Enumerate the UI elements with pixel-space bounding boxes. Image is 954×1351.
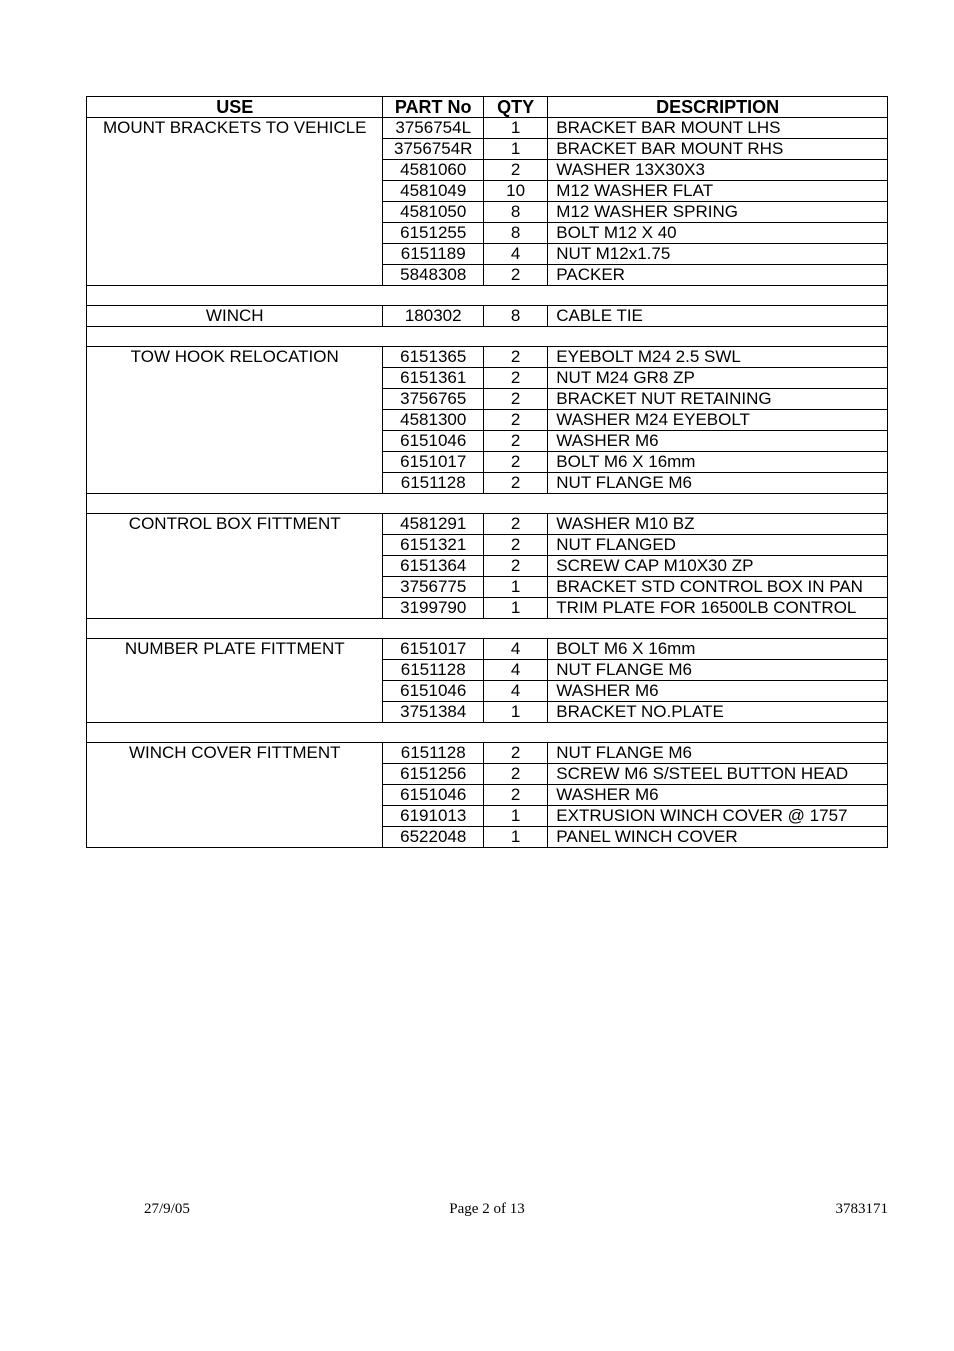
part-number-cell: 6151046 — [383, 681, 484, 702]
use-cell: TOW HOOK RELOCATION — [87, 347, 383, 368]
table-row — [87, 743, 888, 764]
table-row — [87, 577, 888, 598]
qty-cell: 4 — [483, 244, 547, 265]
spacer-row — [87, 619, 888, 639]
part-number-cell: 6151364 — [383, 556, 484, 577]
use-cell-empty — [87, 202, 383, 223]
header-description: DESCRIPTION — [548, 97, 888, 118]
description-cell: NUT M12x1.75 — [548, 244, 888, 265]
qty-cell: 1 — [483, 139, 547, 160]
description-cell: WASHER M6 — [548, 785, 888, 806]
part-number-cell: 6151128 — [383, 660, 484, 681]
qty-cell: 1 — [483, 577, 547, 598]
table-row — [87, 118, 888, 139]
description-cell: SCREW M6 S/STEEL BUTTON HEAD — [548, 764, 888, 785]
header-part-no: PART No — [383, 97, 484, 118]
spacer-cell — [87, 327, 888, 347]
use-cell-empty — [87, 785, 383, 806]
part-number-cell: 6151256 — [383, 764, 484, 785]
header-row — [87, 97, 888, 118]
part-number-cell: 4581300 — [383, 410, 484, 431]
table-row — [87, 806, 888, 827]
description-cell: BRACKET NO.PLATE — [548, 702, 888, 723]
description-cell: WASHER 13X30X3 — [548, 160, 888, 181]
qty-cell: 8 — [483, 223, 547, 244]
use-cell-empty — [87, 764, 383, 785]
part-number-cell: 6151046 — [383, 785, 484, 806]
use-cell: NUMBER PLATE FITTMENT — [87, 639, 383, 660]
qty-cell: 1 — [483, 702, 547, 723]
header-qty: QTY — [483, 97, 547, 118]
use-cell-empty — [87, 160, 383, 181]
qty-cell: 4 — [483, 660, 547, 681]
table-row — [87, 202, 888, 223]
footer-page-number: Page 2 of 13 — [449, 1201, 525, 1217]
table-row — [87, 431, 888, 452]
table-row — [87, 244, 888, 265]
description-cell: NUT FLANGE M6 — [548, 743, 888, 764]
table-row — [87, 702, 888, 723]
table-row — [87, 368, 888, 389]
description-cell: BRACKET NUT RETAINING — [548, 389, 888, 410]
table-row — [87, 347, 888, 368]
description-cell: NUT M24 GR8 ZP — [548, 368, 888, 389]
table-row — [87, 660, 888, 681]
part-number-cell: 5848308 — [383, 265, 484, 286]
use-cell-empty — [87, 389, 383, 410]
use-cell-empty — [87, 473, 383, 494]
part-number-cell: 6151128 — [383, 473, 484, 494]
qty-cell: 2 — [483, 535, 547, 556]
use-cell-empty — [87, 431, 383, 452]
use-cell-empty — [87, 368, 383, 389]
page-footer — [86, 1201, 888, 1221]
table-row — [87, 389, 888, 410]
description-cell: NUT FLANGE M6 — [548, 473, 888, 494]
qty-cell: 8 — [483, 306, 547, 327]
description-cell: BOLT M12 X 40 — [548, 223, 888, 244]
description-cell: M12 WASHER SPRING — [548, 202, 888, 223]
description-cell: BOLT M6 X 16mm — [548, 452, 888, 473]
part-number-cell: 3756754L — [383, 118, 484, 139]
table-row — [87, 265, 888, 286]
use-cell-empty — [87, 410, 383, 431]
use-cell-empty — [87, 181, 383, 202]
qty-cell: 2 — [483, 764, 547, 785]
part-number-cell: 4581291 — [383, 514, 484, 535]
qty-cell: 1 — [483, 598, 547, 619]
use-cell-empty — [87, 806, 383, 827]
table-row — [87, 306, 888, 327]
description-cell: NUT FLANGE M6 — [548, 660, 888, 681]
use-cell-empty — [87, 223, 383, 244]
description-cell: TRIM PLATE FOR 16500LB CONTROL — [548, 598, 888, 619]
qty-cell: 2 — [483, 743, 547, 764]
use-cell: CONTROL BOX FITTMENT — [87, 514, 383, 535]
spacer-row — [87, 723, 888, 743]
table-row — [87, 410, 888, 431]
qty-cell: 1 — [483, 118, 547, 139]
use-cell-empty — [87, 265, 383, 286]
part-number-cell: 6151255 — [383, 223, 484, 244]
use-cell: WINCH COVER FITTMENT — [87, 743, 383, 764]
part-number-cell: 4581050 — [383, 202, 484, 223]
qty-cell: 2 — [483, 452, 547, 473]
description-cell: NUT FLANGED — [548, 535, 888, 556]
qty-cell: 1 — [483, 806, 547, 827]
part-number-cell: 3756754R — [383, 139, 484, 160]
spacer-cell — [87, 619, 888, 639]
description-cell: WASHER M10 BZ — [548, 514, 888, 535]
qty-cell: 4 — [483, 639, 547, 660]
parts-body — [87, 118, 888, 848]
description-cell: CABLE TIE — [548, 306, 888, 327]
part-number-cell: 6151017 — [383, 452, 484, 473]
part-number-cell: 6151017 — [383, 639, 484, 660]
table-row — [87, 160, 888, 181]
spacer-cell — [87, 723, 888, 743]
description-cell: EXTRUSION WINCH COVER @ 1757 — [548, 806, 888, 827]
use-cell-empty — [87, 556, 383, 577]
use-cell-empty — [87, 660, 383, 681]
qty-cell: 4 — [483, 681, 547, 702]
part-number-cell: 180302 — [383, 306, 484, 327]
use-cell: MOUNT BRACKETS TO VEHICLE — [87, 118, 383, 139]
use-cell-empty — [87, 702, 383, 723]
qty-cell: 2 — [483, 785, 547, 806]
part-number-cell: 6522048 — [383, 827, 484, 848]
part-number-cell: 3756775 — [383, 577, 484, 598]
part-number-cell: 6151365 — [383, 347, 484, 368]
qty-cell: 2 — [483, 514, 547, 535]
use-cell-empty — [87, 139, 383, 160]
part-number-cell: 4581049 — [383, 181, 484, 202]
part-number-cell: 6151321 — [383, 535, 484, 556]
description-cell: BRACKET BAR MOUNT RHS — [548, 139, 888, 160]
part-number-cell: 6151128 — [383, 743, 484, 764]
qty-cell: 2 — [483, 347, 547, 368]
table-row — [87, 639, 888, 660]
table-row — [87, 827, 888, 848]
description-cell: WASHER M6 — [548, 431, 888, 452]
spacer-cell — [87, 494, 888, 514]
part-number-cell: 3756765 — [383, 389, 484, 410]
description-cell: M12 WASHER FLAT — [548, 181, 888, 202]
use-cell-empty — [87, 535, 383, 556]
table-row — [87, 139, 888, 160]
footer-document-number: 3783171 — [835, 1201, 888, 1217]
spacer-row — [87, 327, 888, 347]
use-cell-empty — [87, 577, 383, 598]
part-number-cell: 4581060 — [383, 160, 484, 181]
spacer-row — [87, 286, 888, 306]
table-row — [87, 473, 888, 494]
part-number-cell: 3199790 — [383, 598, 484, 619]
description-cell: BRACKET BAR MOUNT LHS — [548, 118, 888, 139]
table-row — [87, 764, 888, 785]
part-number-cell: 6151361 — [383, 368, 484, 389]
description-cell: EYEBOLT M24 2.5 SWL — [548, 347, 888, 368]
use-cell-empty — [87, 827, 383, 848]
use-cell: WINCH — [87, 306, 383, 327]
qty-cell: 1 — [483, 827, 547, 848]
qty-cell: 2 — [483, 389, 547, 410]
qty-cell: 2 — [483, 431, 547, 452]
qty-cell: 2 — [483, 410, 547, 431]
part-number-cell: 6151046 — [383, 431, 484, 452]
qty-cell: 2 — [483, 473, 547, 494]
table-row — [87, 514, 888, 535]
qty-cell: 10 — [483, 181, 547, 202]
description-cell: PANEL WINCH COVER — [548, 827, 888, 848]
part-number-cell: 6151189 — [383, 244, 484, 265]
description-cell: SCREW CAP M10X30 ZP — [548, 556, 888, 577]
parts-table — [86, 96, 888, 848]
description-cell: BOLT M6 X 16mm — [548, 639, 888, 660]
table-row — [87, 681, 888, 702]
footer-date: 27/9/05 — [144, 1201, 190, 1217]
description-cell: PACKER — [548, 265, 888, 286]
header-use: USE — [87, 97, 383, 118]
qty-cell: 8 — [483, 202, 547, 223]
table-row — [87, 598, 888, 619]
qty-cell: 2 — [483, 160, 547, 181]
description-cell: WASHER M24 EYEBOLT — [548, 410, 888, 431]
qty-cell: 2 — [483, 368, 547, 389]
use-cell-empty — [87, 452, 383, 473]
description-cell: WASHER M6 — [548, 681, 888, 702]
qty-cell: 2 — [483, 265, 547, 286]
table-row — [87, 181, 888, 202]
use-cell-empty — [87, 244, 383, 265]
table-row — [87, 535, 888, 556]
use-cell-empty — [87, 598, 383, 619]
use-cell-empty — [87, 681, 383, 702]
table-row — [87, 785, 888, 806]
spacer-cell — [87, 286, 888, 306]
table-row — [87, 452, 888, 473]
part-number-cell: 3751384 — [383, 702, 484, 723]
qty-cell: 2 — [483, 556, 547, 577]
table-row — [87, 556, 888, 577]
table-row — [87, 223, 888, 244]
part-number-cell: 6191013 — [383, 806, 484, 827]
description-cell: BRACKET STD CONTROL BOX IN PAN — [548, 577, 888, 598]
spacer-row — [87, 494, 888, 514]
